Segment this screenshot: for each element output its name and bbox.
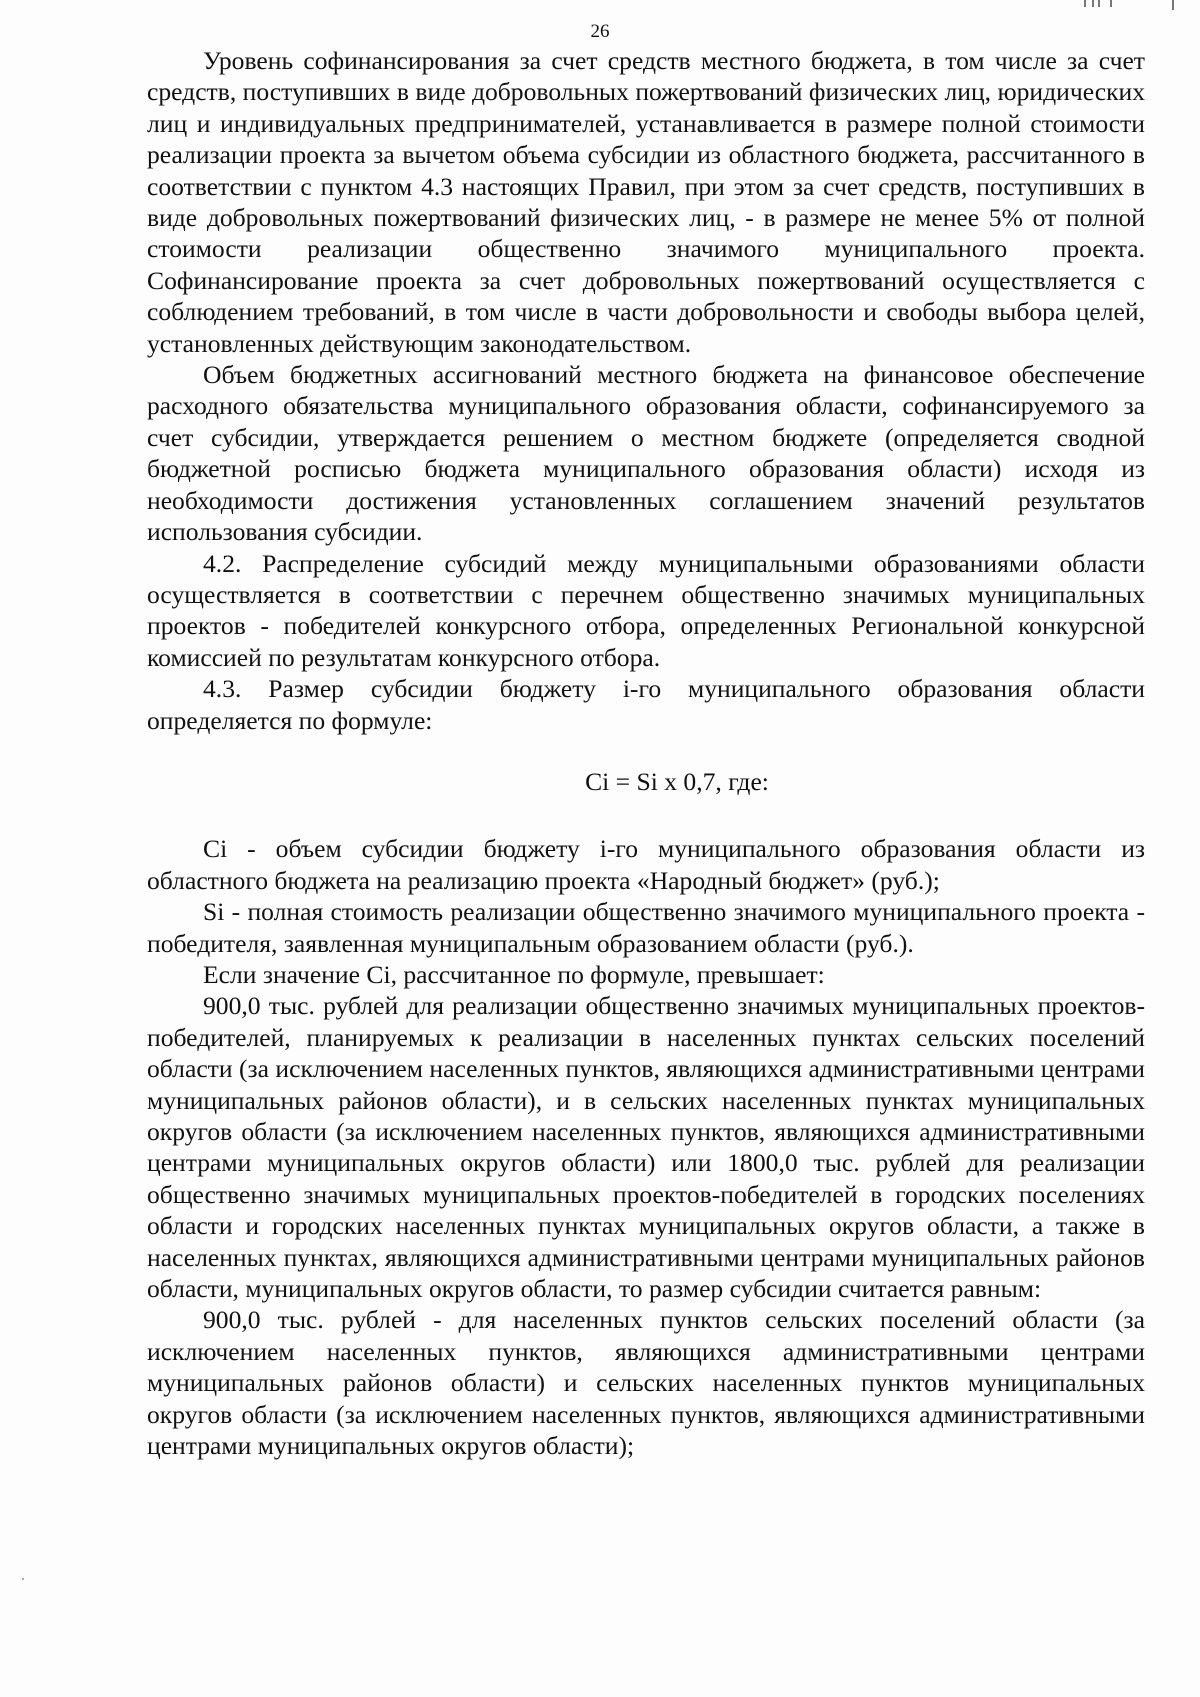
scan-speck xyxy=(22,1578,24,1580)
paragraph-4-2-distribution: 4.2. Распределение субсидий между муниципальными образованиями области осуществляется в соответствии с перечнем общественно значимых муниципальных проектов - победителей конкурсного отбора, определенных Региональной конкурсной комиссией по результатам конкурсного отбора. xyxy=(147,548,1145,672)
paragraph-ci-definition: Ci - объем субсидии бюджету i-го муниципального образования области из областного бюджета на реализацию проекта «Народный бюджет» (руб.); xyxy=(147,834,1145,895)
subsidy-formula: Ci = Si x 0,7, где: xyxy=(585,766,769,796)
paragraph-thresholds: 900,0 тыс. рублей для реализации общественно значимых муниципальных проектов-победителей, планируемых к реализации в населенных пунктах сельских поселений области (за исключением населенных пунктов, являющихся административными центрами муниципальных районов области), и в сельских населенных пунктах муниципальных округов области (за исключением населенных пунктов, являющихся административными центрами муниципальных округов области) или 1800,0 тыс. рублей для реализации общественно значимых муниципальных проектов-победителей в городских поселениях области и городских населенных пунктах муниципальных округов области, а также в населенных пунктах, являющихся административными центрами муниципальных районов области, муниципальных округов области, то размер субсидии считается равным: xyxy=(147,991,1145,1304)
paragraph-900-rural: 900,0 тыс. рублей - для населенных пунктов сельских поселений области (за исключением населенных пунктов, являющихся административными центрами муниципальных районов области) и сельских населенных пунктов муниципальных округов области (за исключением населенных пунктов, являющихся административными центрами муниципальных округов области); xyxy=(147,1305,1145,1461)
scan-edge-marks xyxy=(1076,0,1186,10)
paragraph-cofinancing-level: Уровень софинансирования за счет средств местного бюджета, в том числе за счет средств, поступивших в виде добровольных пожертвований физических лиц, юридических лиц и индивидуальных предпринимателей, устанавливается в размере полной стоимости реализации проекта за вычетом объема субсидии из областного бюджета, рассчитанного в соответствии с пунктом 4.3 настоящих Правил, при этом за счет средств, поступивших в виде добровольных пожертвований физических лиц, - в размере не менее 5% от полной стоимости реализации общественно значимого муниципального проекта. Софинансирование проекта за счет добровольных пожертвований осуществляется с соблюдением требований, в том числе в части добровольности и свободы выбора целей, установленных действующим законодательством. xyxy=(147,46,1145,358)
paragraph-si-definition: Si - полная стоимость реализации общественно значимого муниципального проекта - победителя, заявленная муниципальным образованием области (руб.). xyxy=(147,897,1145,958)
document-body xyxy=(147,45,1145,1461)
paragraph-budget-allocations: Объем бюджетных ассигнований местного бюджета на финансовое обеспечение расходного обязательства муниципального образования области, софинансируемого за счет субсидии, утверждается решением о местном бюджете (определяется сводной бюджетной росписью бюджета муниципального образования области) исходя из необходимости достижения установленных соглашением значений результатов использования субсидии. xyxy=(147,360,1145,547)
paragraph-4-3-subsidy-size: 4.3. Размер субсидии бюджету i-го муниципального образования области определяется по формуле: xyxy=(147,674,1145,735)
page-number: 26 xyxy=(590,21,610,42)
paragraph-ci-exceeds: Если значение Ci, рассчитанное по формуле, превышает: xyxy=(203,959,825,989)
